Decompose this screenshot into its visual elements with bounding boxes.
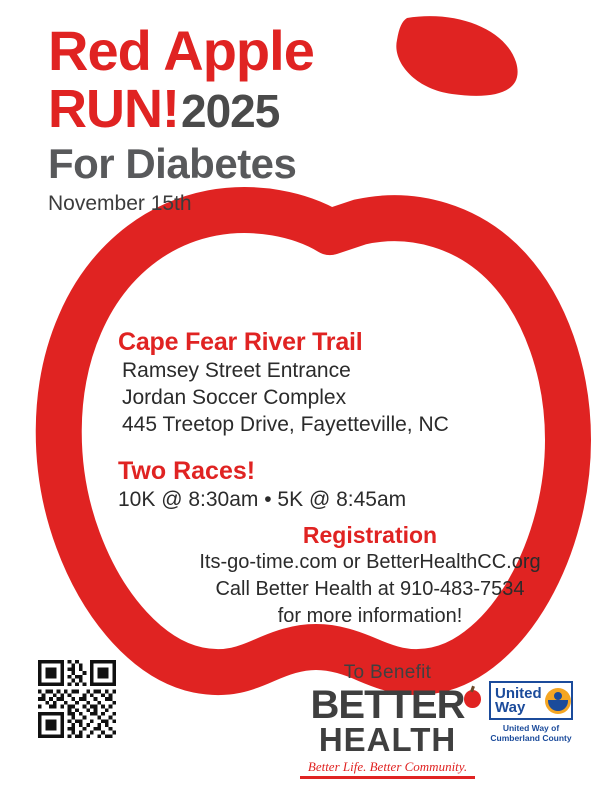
qr-code[interactable] bbox=[38, 660, 116, 738]
registration-phone: Call Better Health at 910-483-7534 bbox=[215, 578, 525, 600]
location-heading: Cape Fear River Trail bbox=[118, 328, 363, 356]
better-health-tagline: Better Life. Better Community. bbox=[307, 759, 468, 774]
event-subtitle: For Diabetes bbox=[48, 140, 297, 187]
united-way-logo bbox=[489, 681, 573, 743]
event-details bbox=[118, 328, 558, 513]
united-text: United bbox=[495, 685, 542, 702]
event-title-line2 bbox=[48, 79, 468, 139]
way-text: Way bbox=[495, 699, 526, 716]
races-times: 10K @ 8:30am • 5K @ 8:45am bbox=[118, 488, 407, 511]
logo-underline bbox=[300, 776, 475, 779]
better-text: BETTER bbox=[310, 683, 465, 727]
event-year: 2025 bbox=[180, 85, 280, 137]
races-heading: Two Races! bbox=[118, 457, 256, 485]
location-line-2: Jordan Soccer Complex bbox=[122, 386, 347, 409]
united-way-text bbox=[495, 687, 542, 715]
event-title-line1: Red Apple bbox=[48, 19, 314, 82]
event-title-run: RUN! bbox=[48, 79, 179, 139]
event-date: November 15th bbox=[48, 192, 192, 215]
united-way-subtitle: United Way of Cumberland County bbox=[490, 723, 572, 743]
location-line-3: 445 Treetop Drive, Fayetteville, NC bbox=[122, 413, 449, 436]
registration-more-info: for more information! bbox=[277, 605, 463, 627]
location-line-1: Ramsey Street Entrance bbox=[122, 359, 351, 382]
better-health-logo bbox=[300, 662, 475, 779]
registration-block bbox=[160, 522, 580, 630]
apple-icon bbox=[464, 690, 481, 708]
united-way-box bbox=[489, 681, 573, 720]
better-health-better-text bbox=[300, 683, 475, 727]
health-text: HEALTH bbox=[318, 721, 457, 758]
poster-header bbox=[48, 19, 468, 216]
united-way-rainbow-icon bbox=[545, 688, 571, 714]
registration-heading: Registration bbox=[302, 522, 438, 548]
to-benefit-label: To Benefit bbox=[343, 662, 432, 683]
registration-websites[interactable]: Its-go-time.com or BetterHealthCC.org bbox=[199, 551, 541, 573]
